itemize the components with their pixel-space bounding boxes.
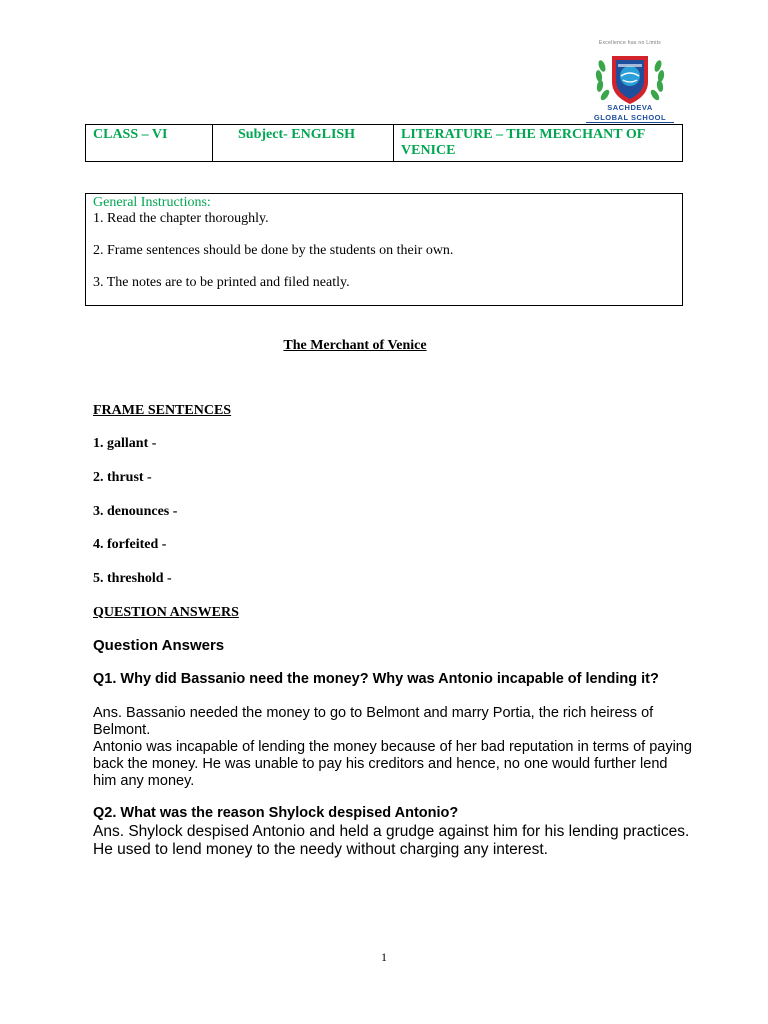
topic-cell: LITERATURE – THE MERCHANT OF VENICE (394, 125, 683, 162)
vocab-word: 4. forfeited - (93, 537, 167, 552)
page-title: The Merchant of Venice (283, 338, 427, 353)
vocab-word: 2. thrust - (93, 470, 152, 485)
subject-cell: Subject- ENGLISH (213, 125, 394, 162)
instructions-box (85, 193, 683, 306)
question-answers-subheading: Question Answers (93, 637, 225, 654)
school-logo (588, 40, 672, 124)
answer-2: Ans. Shylock despised Antonio and held a grudge against him for his lending practices. He used to lend money to the needy without charging any interest. (93, 823, 690, 858)
question-answers-heading: QUESTION ANSWERS (93, 605, 239, 620)
instruction-item: 2. Frame sentences should be done by the students on their own. (93, 243, 454, 258)
answer-1-paragraph-1: Ans. Bassanio needed the money to go to Belmont and marry Portia, the rich heiress of Belmont. (93, 705, 654, 738)
instruction-item: 3. The notes are to be printed and filed neatly. (93, 275, 350, 290)
logo-name-line2: GLOBAL SCHOOL (593, 113, 667, 122)
instruction-item: 1. Read the chapter thoroughly. (93, 211, 269, 226)
logo-tagline: Excellence has no Limits (598, 40, 662, 46)
logo-underline (586, 122, 674, 123)
instructions-title: General Instructions: (93, 195, 211, 210)
question-2: Q2. What was the reason Shylock despised Antonio? (93, 805, 459, 821)
vocab-word: 5. threshold - (93, 571, 172, 586)
vocab-word: 1. gallant - (93, 436, 157, 451)
page-number: 1 (381, 950, 387, 964)
logo-name-line1: SACHDEVA (607, 103, 653, 112)
crest-icon (588, 46, 672, 108)
vocab-word: 3. denounces - (93, 504, 178, 519)
question-1: Q1. Why did Bassanio need the money? Why was Antonio incapable of lending it? (93, 671, 659, 687)
frame-sentences-heading: FRAME SENTENCES (93, 403, 232, 418)
header-row (86, 125, 683, 162)
class-cell: CLASS – VI (86, 125, 213, 162)
header-table (85, 124, 683, 162)
answer-1-paragraph-2: Antonio was incapable of lending the money because of her bad reputation in terms of paying back the money. He was unable to pay his creditors and hence, no one would further lend him any money. (93, 739, 692, 789)
